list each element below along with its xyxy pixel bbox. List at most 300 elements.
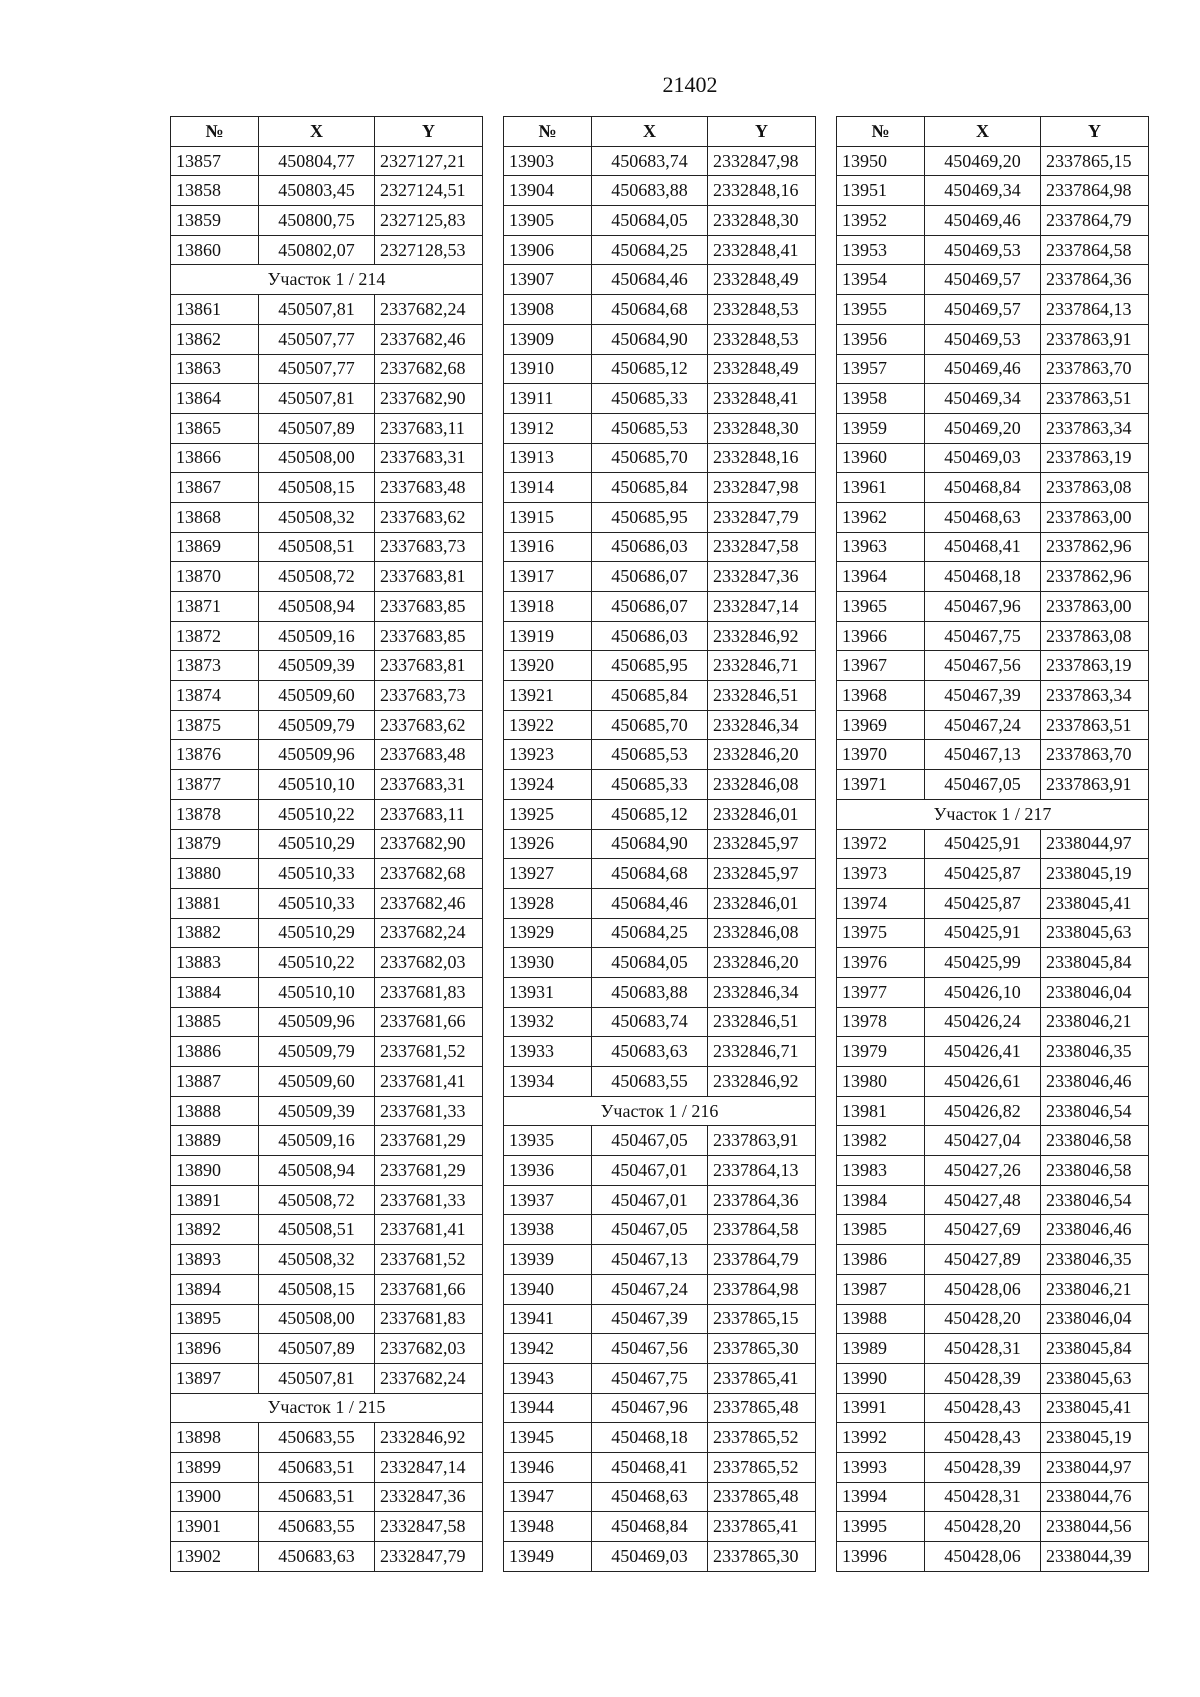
- y-value: 2337683,81: [375, 651, 483, 681]
- point-number: 13891: [171, 1185, 259, 1215]
- x-value: 450683,55: [259, 1423, 375, 1453]
- point-number: 13962: [837, 502, 925, 532]
- y-value: 2327124,51: [375, 176, 483, 206]
- x-value: 450428,39: [925, 1363, 1041, 1393]
- section-row: [504, 1096, 816, 1126]
- point-number: 13903: [504, 146, 592, 176]
- point-number: 13921: [504, 681, 592, 711]
- x-value: 450426,41: [925, 1037, 1041, 1067]
- x-value: 450510,33: [259, 859, 375, 889]
- y-value: 2337862,96: [1041, 532, 1149, 562]
- y-value: 2332848,49: [708, 265, 816, 295]
- x-value: 450467,75: [592, 1363, 708, 1393]
- y-value: 2332848,41: [708, 384, 816, 414]
- y-value: 2332848,30: [708, 413, 816, 443]
- x-value: 450804,77: [259, 146, 375, 176]
- point-number: 13988: [837, 1304, 925, 1334]
- point-number: 13968: [837, 681, 925, 711]
- table-row: [837, 235, 1149, 265]
- y-value: 2332847,58: [375, 1512, 483, 1542]
- table-row: [171, 1512, 483, 1542]
- table-row: [171, 651, 483, 681]
- y-value: 2337863,19: [1041, 651, 1149, 681]
- x-value: 450685,84: [592, 473, 708, 503]
- y-value: 2338046,21: [1041, 1007, 1149, 1037]
- table-row: [837, 413, 1149, 443]
- point-number: 13953: [837, 235, 925, 265]
- table-row: [504, 1215, 816, 1245]
- table-row: [837, 1452, 1149, 1482]
- y-value: 2337682,03: [375, 1334, 483, 1364]
- x-value: 450508,15: [259, 1274, 375, 1304]
- table-body: [504, 146, 816, 1571]
- point-number: 13960: [837, 443, 925, 473]
- y-value: 2337863,51: [1041, 710, 1149, 740]
- table-row: [504, 1007, 816, 1037]
- point-number: 13887: [171, 1067, 259, 1097]
- x-value: 450508,72: [259, 1185, 375, 1215]
- table-row: [837, 888, 1149, 918]
- table-row: [171, 562, 483, 592]
- table-row: [504, 977, 816, 1007]
- x-value: 450684,90: [592, 829, 708, 859]
- y-value: 2338045,63: [1041, 918, 1149, 948]
- table-row: [837, 1274, 1149, 1304]
- point-number: 13931: [504, 977, 592, 1007]
- x-value: 450468,63: [925, 502, 1041, 532]
- point-number: 13868: [171, 502, 259, 532]
- x-value: 450428,43: [925, 1423, 1041, 1453]
- x-value: 450468,63: [592, 1482, 708, 1512]
- y-value: 2332846,08: [708, 918, 816, 948]
- y-value: 2338046,54: [1041, 1185, 1149, 1215]
- point-number: 13936: [504, 1156, 592, 1186]
- header-y: Y: [375, 117, 483, 147]
- y-value: 2338044,97: [1041, 1452, 1149, 1482]
- header-y: Y: [708, 117, 816, 147]
- table-row: [171, 235, 483, 265]
- table-row: [171, 948, 483, 978]
- x-value: 450428,31: [925, 1482, 1041, 1512]
- y-value: 2332846,51: [708, 681, 816, 711]
- table-row: [171, 1126, 483, 1156]
- y-value: 2338046,35: [1041, 1245, 1149, 1275]
- y-value: 2337863,70: [1041, 740, 1149, 770]
- table-row: [171, 1185, 483, 1215]
- section-label: Участок 1 / 217: [837, 799, 1149, 829]
- point-number: 13957: [837, 354, 925, 384]
- y-value: 2332848,49: [708, 354, 816, 384]
- x-value: 450803,45: [259, 176, 375, 206]
- coordinate-table-middle: [503, 116, 816, 1572]
- section-label: Участок 1 / 214: [171, 265, 483, 295]
- point-number: 13889: [171, 1126, 259, 1156]
- x-value: 450684,68: [592, 859, 708, 889]
- table-row: [837, 176, 1149, 206]
- y-value: 2332846,92: [708, 1067, 816, 1097]
- y-value: 2337682,68: [375, 859, 483, 889]
- x-value: 450684,46: [592, 888, 708, 918]
- point-number: 13865: [171, 413, 259, 443]
- x-value: 450509,39: [259, 1096, 375, 1126]
- table-row: [171, 977, 483, 1007]
- x-value: 450686,03: [592, 621, 708, 651]
- y-value: 2337864,79: [708, 1245, 816, 1275]
- point-number: 13869: [171, 532, 259, 562]
- table-row: [837, 384, 1149, 414]
- point-number: 13969: [837, 710, 925, 740]
- point-number: 13912: [504, 413, 592, 443]
- x-value: 450469,20: [925, 146, 1041, 176]
- table-row: [504, 206, 816, 236]
- y-value: 2337865,15: [708, 1304, 816, 1334]
- point-number: 13929: [504, 918, 592, 948]
- point-number: 13982: [837, 1126, 925, 1156]
- y-value: 2337864,13: [1041, 295, 1149, 325]
- table-row: [504, 1423, 816, 1453]
- point-number: 13976: [837, 948, 925, 978]
- table-row: [171, 829, 483, 859]
- y-value: 2337863,08: [1041, 473, 1149, 503]
- x-value: 450507,77: [259, 324, 375, 354]
- x-value: 450467,24: [592, 1274, 708, 1304]
- point-number: 13926: [504, 829, 592, 859]
- x-value: 450684,05: [592, 206, 708, 236]
- x-value: 450467,56: [592, 1334, 708, 1364]
- x-value: 450467,24: [925, 710, 1041, 740]
- y-value: 2332846,01: [708, 888, 816, 918]
- point-number: 13986: [837, 1245, 925, 1275]
- point-number: 13900: [171, 1482, 259, 1512]
- table-row: [171, 799, 483, 829]
- point-number: 13919: [504, 621, 592, 651]
- x-value: 450800,75: [259, 206, 375, 236]
- point-number: 13914: [504, 473, 592, 503]
- table-row: [171, 710, 483, 740]
- table-row: [504, 770, 816, 800]
- point-number: 13910: [504, 354, 592, 384]
- x-value: 450428,20: [925, 1512, 1041, 1542]
- x-value: 450684,46: [592, 265, 708, 295]
- table-row: [504, 799, 816, 829]
- point-number: 13949: [504, 1542, 592, 1572]
- x-value: 450467,05: [592, 1215, 708, 1245]
- point-number: 13934: [504, 1067, 592, 1097]
- x-value: 450683,51: [259, 1452, 375, 1482]
- x-value: 450426,24: [925, 1007, 1041, 1037]
- x-value: 450469,57: [925, 295, 1041, 325]
- y-value: 2332846,71: [708, 651, 816, 681]
- y-value: 2332847,79: [708, 502, 816, 532]
- y-value: 2332847,14: [708, 592, 816, 622]
- y-value: 2337681,33: [375, 1185, 483, 1215]
- table-row: [504, 265, 816, 295]
- point-number: 13990: [837, 1363, 925, 1393]
- table-row: [837, 1423, 1149, 1453]
- x-value: 450685,70: [592, 443, 708, 473]
- point-number: 13943: [504, 1363, 592, 1393]
- table-row: [837, 1156, 1149, 1186]
- point-number: 13907: [504, 265, 592, 295]
- y-value: 2338045,63: [1041, 1363, 1149, 1393]
- table-row: [504, 1156, 816, 1186]
- y-value: 2337683,48: [375, 740, 483, 770]
- point-number: 13885: [171, 1007, 259, 1037]
- table-row: [504, 413, 816, 443]
- table-row: [504, 235, 816, 265]
- point-number: 13876: [171, 740, 259, 770]
- table-row: [171, 146, 483, 176]
- x-value: 450425,87: [925, 859, 1041, 889]
- y-value: 2327125,83: [375, 206, 483, 236]
- point-number: 13940: [504, 1274, 592, 1304]
- table-row: [837, 1215, 1149, 1245]
- x-value: 450469,57: [925, 265, 1041, 295]
- x-value: 450508,00: [259, 1304, 375, 1334]
- point-number: 13944: [504, 1393, 592, 1423]
- point-number: 13866: [171, 443, 259, 473]
- table-row: [837, 829, 1149, 859]
- y-value: 2332848,53: [708, 324, 816, 354]
- table-row: [171, 621, 483, 651]
- y-value: 2337682,24: [375, 1363, 483, 1393]
- header-x: X: [592, 117, 708, 147]
- y-value: 2332848,16: [708, 176, 816, 206]
- point-number: 13880: [171, 859, 259, 889]
- y-value: 2337682,90: [375, 829, 483, 859]
- y-value: 2337864,58: [1041, 235, 1149, 265]
- y-value: 2332848,41: [708, 235, 816, 265]
- table-row: [837, 146, 1149, 176]
- point-number: 13991: [837, 1393, 925, 1423]
- point-number: 13973: [837, 859, 925, 889]
- y-value: 2337681,33: [375, 1096, 483, 1126]
- table-row: [837, 532, 1149, 562]
- x-value: 450507,77: [259, 354, 375, 384]
- y-value: 2338045,41: [1041, 888, 1149, 918]
- point-number: 13916: [504, 532, 592, 562]
- table-row: [837, 918, 1149, 948]
- point-number: 13902: [171, 1542, 259, 1572]
- point-number: 13881: [171, 888, 259, 918]
- x-value: 450427,69: [925, 1215, 1041, 1245]
- y-value: 2332847,14: [375, 1452, 483, 1482]
- table-row: [504, 502, 816, 532]
- x-value: 450425,99: [925, 948, 1041, 978]
- x-value: 450509,96: [259, 1007, 375, 1037]
- point-number: 13905: [504, 206, 592, 236]
- table-row: [837, 1126, 1149, 1156]
- x-value: 450507,89: [259, 1334, 375, 1364]
- point-number: 13971: [837, 770, 925, 800]
- y-value: 2338045,19: [1041, 1423, 1149, 1453]
- x-value: 450683,74: [592, 146, 708, 176]
- y-value: 2337683,62: [375, 710, 483, 740]
- section-row: [171, 265, 483, 295]
- x-value: 450508,32: [259, 1245, 375, 1275]
- x-value: 450510,22: [259, 948, 375, 978]
- x-value: 450467,39: [925, 681, 1041, 711]
- x-value: 450686,07: [592, 592, 708, 622]
- point-number: 13883: [171, 948, 259, 978]
- table-row: [171, 1423, 483, 1453]
- y-value: 2337683,85: [375, 592, 483, 622]
- y-value: 2337865,52: [708, 1423, 816, 1453]
- x-value: 450507,89: [259, 413, 375, 443]
- x-value: 450428,39: [925, 1452, 1041, 1482]
- table-row: [504, 651, 816, 681]
- point-number: 13956: [837, 324, 925, 354]
- y-value: 2337863,91: [1041, 770, 1149, 800]
- point-number: 13967: [837, 651, 925, 681]
- table-row: [171, 176, 483, 206]
- point-number: 13941: [504, 1304, 592, 1334]
- y-value: 2338044,56: [1041, 1512, 1149, 1542]
- x-value: 450685,95: [592, 651, 708, 681]
- table-row: [504, 532, 816, 562]
- y-value: 2337683,48: [375, 473, 483, 503]
- point-number: 13894: [171, 1274, 259, 1304]
- table-row: [504, 1542, 816, 1572]
- y-value: 2337863,91: [708, 1126, 816, 1156]
- y-value: 2337863,00: [1041, 592, 1149, 622]
- x-value: 450684,05: [592, 948, 708, 978]
- point-number: 13860: [171, 235, 259, 265]
- table-body: [837, 146, 1149, 1571]
- point-number: 13886: [171, 1037, 259, 1067]
- y-value: 2337683,73: [375, 681, 483, 711]
- x-value: 450507,81: [259, 1363, 375, 1393]
- point-number: 13888: [171, 1096, 259, 1126]
- table-row: [171, 1067, 483, 1097]
- table-row: [171, 1215, 483, 1245]
- table-row: [837, 1393, 1149, 1423]
- header-y: Y: [1041, 117, 1149, 147]
- table-row: [837, 1185, 1149, 1215]
- x-value: 450683,88: [592, 176, 708, 206]
- section-label: Участок 1 / 216: [504, 1096, 816, 1126]
- x-value: 450426,10: [925, 977, 1041, 1007]
- x-value: 450469,20: [925, 413, 1041, 443]
- x-value: 450509,60: [259, 681, 375, 711]
- y-value: 2337865,41: [708, 1512, 816, 1542]
- point-number: 13937: [504, 1185, 592, 1215]
- x-value: 450684,90: [592, 324, 708, 354]
- table-row: [504, 1512, 816, 1542]
- y-value: 2332846,92: [708, 621, 816, 651]
- x-value: 450802,07: [259, 235, 375, 265]
- table-row: [837, 710, 1149, 740]
- y-value: 2332845,97: [708, 859, 816, 889]
- table-row: [171, 413, 483, 443]
- point-number: 13975: [837, 918, 925, 948]
- table-row: [171, 740, 483, 770]
- table-row: [504, 295, 816, 325]
- y-value: 2337864,36: [1041, 265, 1149, 295]
- table-row: [837, 977, 1149, 1007]
- point-number: 13984: [837, 1185, 925, 1215]
- x-value: 450683,51: [259, 1482, 375, 1512]
- point-number: 13867: [171, 473, 259, 503]
- point-number: 13925: [504, 799, 592, 829]
- x-value: 450509,60: [259, 1067, 375, 1097]
- point-number: 13857: [171, 146, 259, 176]
- y-value: 2337681,41: [375, 1067, 483, 1097]
- y-value: 2337865,52: [708, 1452, 816, 1482]
- table-row: [837, 859, 1149, 889]
- point-number: 13963: [837, 532, 925, 562]
- table-row: [837, 592, 1149, 622]
- y-value: 2332847,36: [375, 1482, 483, 1512]
- x-value: 450508,72: [259, 562, 375, 592]
- y-value: 2332846,20: [708, 948, 816, 978]
- x-value: 450467,96: [925, 592, 1041, 622]
- y-value: 2337863,51: [1041, 384, 1149, 414]
- point-number: 13989: [837, 1334, 925, 1364]
- x-value: 450428,06: [925, 1274, 1041, 1304]
- x-value: 450467,05: [592, 1126, 708, 1156]
- y-value: 2338045,84: [1041, 948, 1149, 978]
- table-row: [504, 829, 816, 859]
- table-row: [171, 295, 483, 325]
- y-value: 2337683,73: [375, 532, 483, 562]
- table-row: [837, 354, 1149, 384]
- point-number: 13877: [171, 770, 259, 800]
- table-row: [171, 592, 483, 622]
- table-row: [837, 473, 1149, 503]
- y-value: 2338044,97: [1041, 829, 1149, 859]
- table-header: [837, 117, 1149, 147]
- y-value: 2337864,79: [1041, 206, 1149, 236]
- table-row: [171, 206, 483, 236]
- y-value: 2337681,29: [375, 1126, 483, 1156]
- table-row: [837, 1363, 1149, 1393]
- x-value: 450468,41: [592, 1452, 708, 1482]
- table-row: [171, 1096, 483, 1126]
- table-row: [504, 918, 816, 948]
- x-value: 450509,96: [259, 740, 375, 770]
- table-row: [171, 1274, 483, 1304]
- point-number: 13870: [171, 562, 259, 592]
- point-number: 13939: [504, 1245, 592, 1275]
- point-number: 13858: [171, 176, 259, 206]
- y-value: 2337683,62: [375, 502, 483, 532]
- x-value: 450508,94: [259, 1156, 375, 1186]
- table-row: [504, 1482, 816, 1512]
- point-number: 13908: [504, 295, 592, 325]
- table-row: [504, 324, 816, 354]
- table-header: [171, 117, 483, 147]
- table-row: [504, 1245, 816, 1275]
- table-row: [504, 1126, 816, 1156]
- y-value: 2338045,19: [1041, 859, 1149, 889]
- y-value: 2337863,34: [1041, 413, 1149, 443]
- table-row: [504, 740, 816, 770]
- table-row: [504, 1334, 816, 1364]
- point-number: 13972: [837, 829, 925, 859]
- point-number: 13992: [837, 1423, 925, 1453]
- x-value: 450467,56: [925, 651, 1041, 681]
- y-value: 2338046,54: [1041, 1096, 1149, 1126]
- y-value: 2327128,53: [375, 235, 483, 265]
- y-value: 2337682,68: [375, 354, 483, 384]
- x-value: 450685,12: [592, 354, 708, 384]
- x-value: 450469,34: [925, 384, 1041, 414]
- table-row: [504, 621, 816, 651]
- y-value: 2332846,34: [708, 710, 816, 740]
- point-number: 13966: [837, 621, 925, 651]
- table-row: [171, 324, 483, 354]
